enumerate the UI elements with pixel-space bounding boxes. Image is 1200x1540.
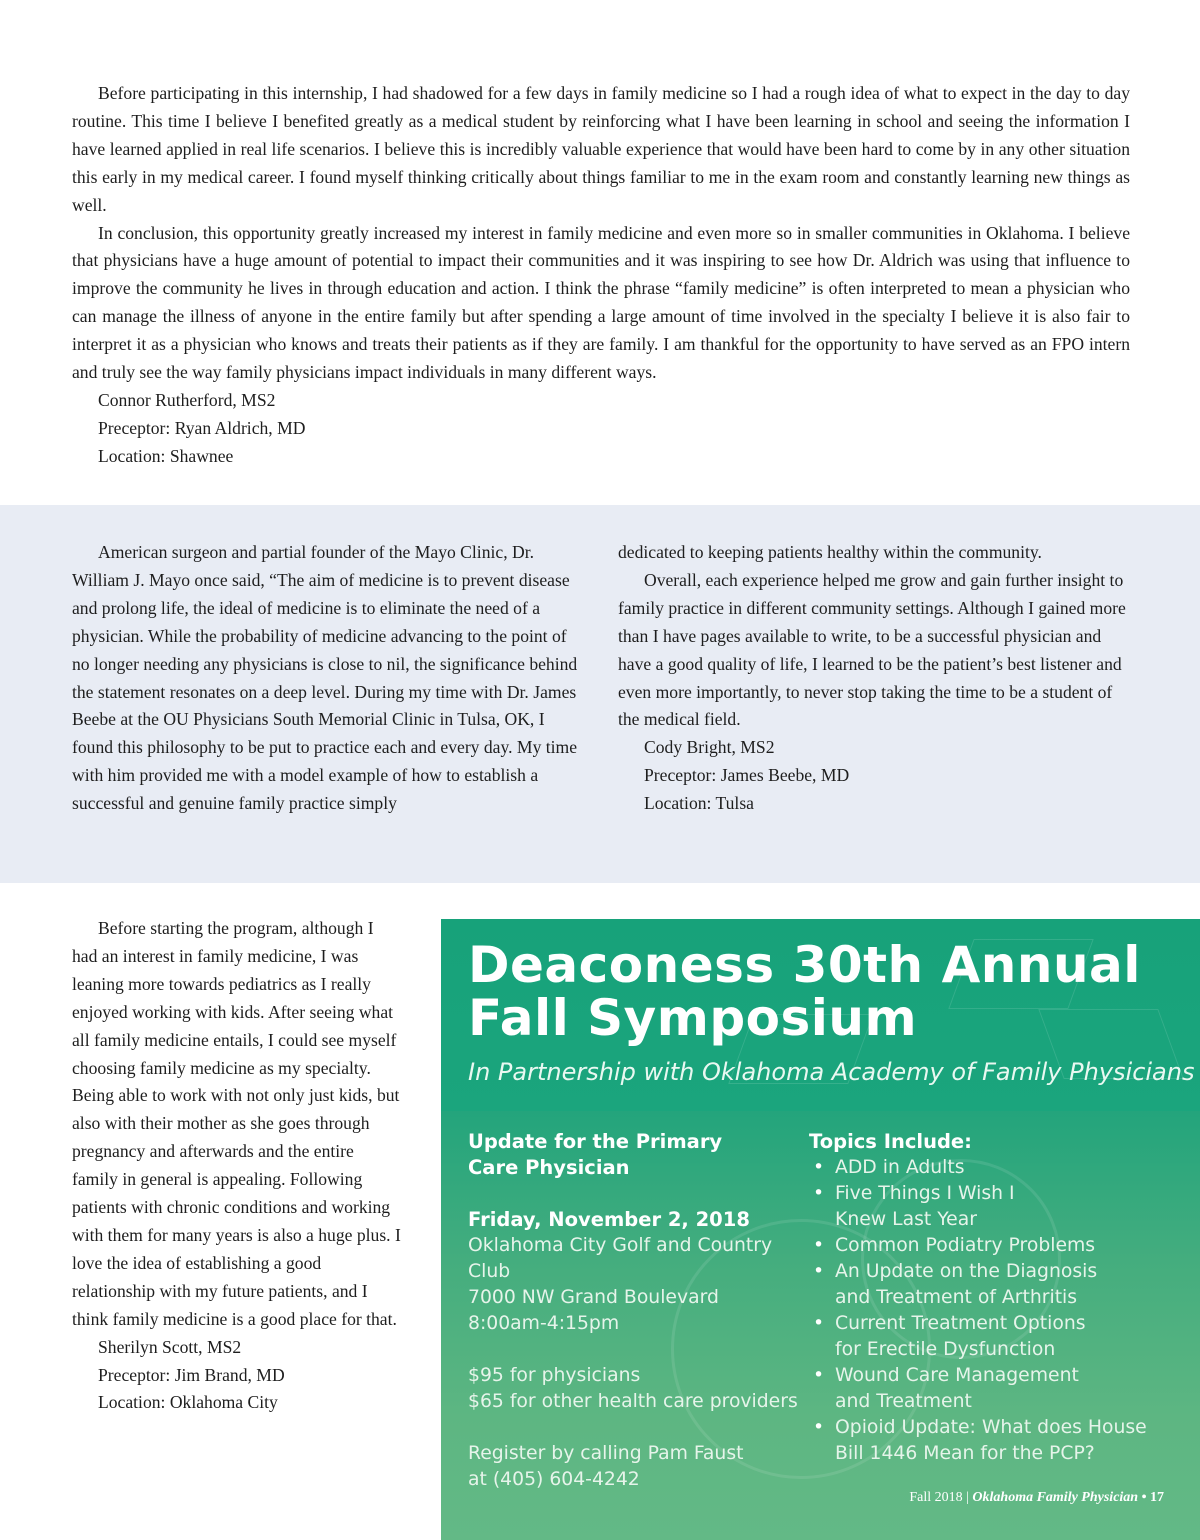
author-name: Cody Bright, MS2 <box>644 737 775 758</box>
location-name: Location: Shawnee <box>98 445 234 466</box>
preceptor-name: Preceptor: Ryan Aldrich, MD <box>98 417 306 438</box>
event-heading: Care Physician <box>468 1156 630 1179</box>
column-left <box>72 539 584 818</box>
topic-item: • Wound Care Management and Treatment <box>809 1363 1099 1415</box>
topic-item: • Five Things I Wish I Knew Last Year <box>809 1181 1069 1233</box>
event-address: 7000 NW Grand Boulevard <box>468 1287 719 1308</box>
article-section-3 <box>72 915 402 1417</box>
ad-title <box>468 936 1188 1047</box>
footer-publication: Oklahoma Family Physician <box>972 1490 1139 1505</box>
topic-item: • An Update on the Diagnosis and Treatment of Arthritis <box>809 1259 1099 1311</box>
symposium-advertisement <box>441 919 1200 1540</box>
body-paragraph: Before participating in this internship, I had shadowed for a few days in family medicine so I had a rough idea of what to expect in the day to day routine. This time I believe I benefited greatly as a medical student by reinforcing what I have been learning in school and seeing the information I have learned applied in real life scenarios. I believe this is incredibly valuable experience that would have been hard to come by in any other situation this early in my medical career. I found myself thinking critically about things familiar to me in the exam room and constantly learning new things as well. <box>72 83 1130 215</box>
price-physicians: $95 for physicians <box>468 1365 641 1386</box>
article-section-2-band <box>0 505 1200 883</box>
location-name: Location: Oklahoma City <box>98 1392 278 1413</box>
event-details <box>468 1129 798 1493</box>
topic-item: • ADD in Adults <box>809 1155 1189 1181</box>
footer-season: Fall 2018 <box>909 1490 963 1505</box>
topic-item: • Opioid Update: What does House Bill 1446 Mean for the PCP? <box>809 1415 1159 1467</box>
topic-item: • Common Podiatry Problems <box>809 1233 1189 1259</box>
body-paragraph: In conclusion, this opportunity greatly increased my interest in family medicine and even more so in smaller communities in Oklahoma. I believe that physicians have a huge amount of potential to impact their communities and it was inspiring to see how Dr. Aldrich was using that influence to improve the community he lives in through education and action. I think the phrase “family medicine” is often interpreted to mean a physician who can manage the illness of anyone in the entire family but after spending a large amount of time involved in the specialty I believe it is also fair to interpret it as a physician who knows and treats their patients as if they are family. I am thankful for the opportunity to have served as an FPO intern and truly see the way family physicians impact individuals in many different ways. <box>72 222 1130 383</box>
footer-bullet: • <box>1141 1490 1147 1505</box>
event-venue: Oklahoma City Golf and Country Club <box>468 1235 773 1282</box>
ad-subtitle: In Partnership with Oklahoma Academy of Family Physicians <box>468 1058 1195 1086</box>
footer-separator: | <box>966 1490 969 1505</box>
preceptor-name: Preceptor: James Beebe, MD <box>644 765 850 786</box>
topics-heading: Topics Include: <box>809 1130 972 1153</box>
register-phone: at (405) 604-4242 <box>468 1469 640 1490</box>
body-paragraph: Before starting the program, although I had an interest in family medicine, I was leaning more towards pediatrics as I really enjoyed working with kids. After seeing what all family medicine entails, I could see myself choosing family medicine as my specialty. Being able to work with not only just kids, but also with their mother as she goes through pregnancy and afterwards and the entire family in general is appealing. Following patients with chronic conditions and working with them for many years is also a huge plus. I love the idea of establishing a good relationship with my future patients, and I think family medicine is a good place for that. <box>72 918 401 1329</box>
price-other: $65 for other health care providers <box>468 1391 798 1412</box>
page-number: 17 <box>1150 1490 1164 1505</box>
location-name: Location: Tulsa <box>644 793 754 814</box>
column-right <box>618 539 1130 818</box>
body-paragraph: American surgeon and partial founder of the Mayo Clinic, Dr. William J. Mayo once said, “The aim of medicine is to prevent disease and prolong life, the ideal of medicine is to eliminate the need of a physician. While the probability of medicine advancing to the point of no longer needing any physicians is close to nil, the significance behind the statement resonates on a deep level. During my time with Dr. James Beebe at the OU Physicians South Memorial Clinic in Tulsa, OK, I found this philosophy to be put to practice each and every day. My time with him provided me with a model example of how to establish a successful and genuine family practice simply <box>72 542 578 814</box>
event-heading: Update for the Primary <box>468 1130 723 1153</box>
page-footer <box>909 1490 1164 1506</box>
body-paragraph-continued: dedicated to keeping patients healthy within the community. <box>618 542 1042 562</box>
article-section-1 <box>72 80 1130 471</box>
ad-title-line: Deaconess 30th Annual <box>468 936 1141 994</box>
topics-list <box>809 1129 1189 1467</box>
topic-item: • Current Treatment Options for Erectile Dysfunction <box>809 1311 1099 1363</box>
ad-title-line: Fall Symposium <box>468 989 918 1047</box>
body-paragraph: Overall, each experience helped me grow and gain further insight to family practice in different community settings. Although I gained more than I have pages available to write, to be a successful physician and have a good quality of life, I learned to be the patient’s best listener and even more importantly, to never stop taking the time to be a student of the medical field. <box>618 569 1126 730</box>
event-time: 8:00am-4:15pm <box>468 1313 620 1334</box>
topics-items <box>809 1155 1189 1467</box>
register-info: Register by calling Pam Faust <box>468 1443 744 1464</box>
event-date: Friday, November 2, 2018 <box>468 1208 750 1231</box>
author-name: Sherilyn Scott, MS2 <box>98 1336 242 1357</box>
preceptor-name: Preceptor: Jim Brand, MD <box>98 1364 285 1385</box>
author-name: Connor Rutherford, MS2 <box>98 389 276 410</box>
